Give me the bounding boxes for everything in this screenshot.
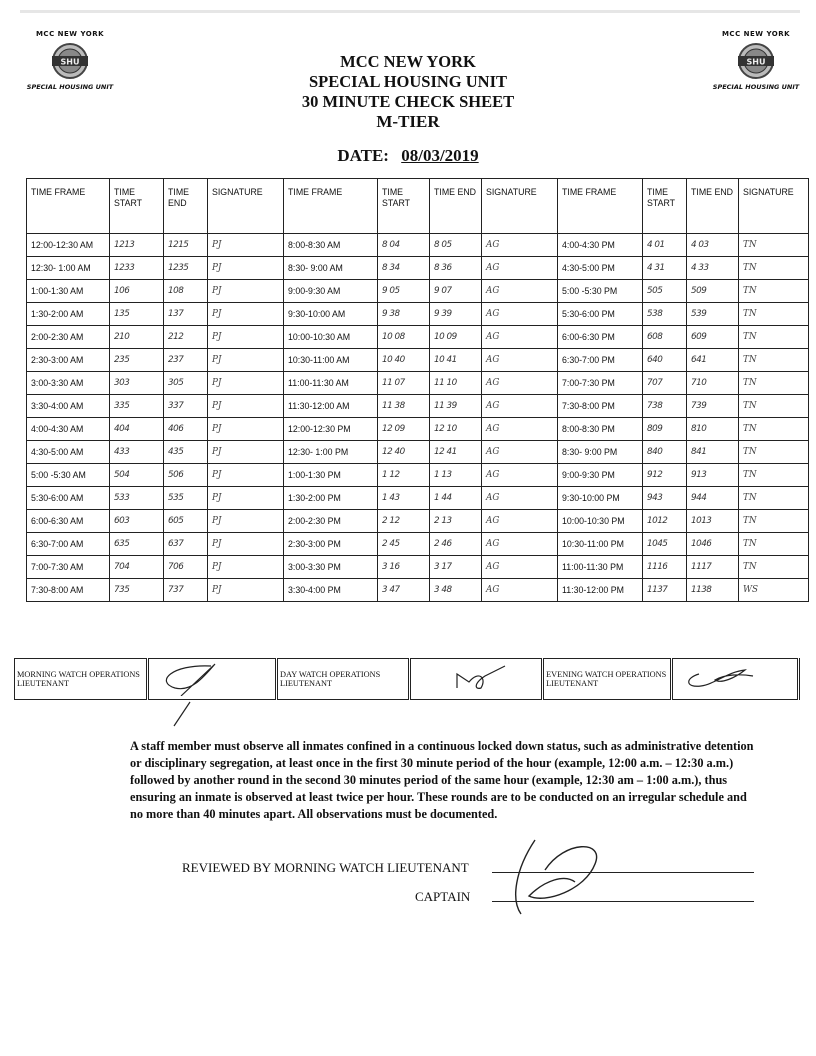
signature-cell: TN [739, 464, 809, 487]
time-start-cell: 433 [110, 441, 164, 464]
time-end-cell: 108 [164, 280, 208, 303]
time-start-cell: 608 [643, 326, 687, 349]
time-end-cell: 4 03 [687, 234, 739, 257]
time-start-cell: 1012 [643, 510, 687, 533]
table-header-row [27, 179, 809, 234]
signature-cell: TN [739, 372, 809, 395]
time-end-cell: 12 41 [430, 441, 482, 464]
time-end-cell: 1 44 [430, 487, 482, 510]
time-end-cell: 2 13 [430, 510, 482, 533]
table-row [27, 395, 809, 418]
table-row [27, 441, 809, 464]
time-frame-cell: 3:30-4:00 PM [284, 579, 378, 602]
time-end-cell: 2 46 [430, 533, 482, 556]
column-header: TIME END [687, 179, 739, 234]
time-end-cell: 841 [687, 441, 739, 464]
table-row [27, 349, 809, 372]
time-end-cell: 637 [164, 533, 208, 556]
signature-cell: PJ [208, 280, 284, 303]
time-end-cell: 737 [164, 579, 208, 602]
time-start-cell: 635 [110, 533, 164, 556]
time-end-cell: 337 [164, 395, 208, 418]
time-end-cell: 237 [164, 349, 208, 372]
date-value: 08/03/2019 [401, 146, 479, 165]
watch-row [15, 659, 799, 700]
time-frame-cell: 8:30- 9:00 AM [284, 257, 378, 280]
time-end-cell: 9 07 [430, 280, 482, 303]
time-end-cell: 9 39 [430, 303, 482, 326]
time-frame-cell: 5:00 -5:30 PM [558, 280, 643, 303]
shu-logo-right [706, 30, 806, 91]
signature-cell: TN [739, 395, 809, 418]
time-frame-cell: 10:00-10:30 PM [558, 510, 643, 533]
time-end-cell: 8 36 [430, 257, 482, 280]
scan-top-edge [20, 10, 800, 13]
logo-bottom-text: SPECIAL HOUSING UNIT [712, 83, 800, 91]
time-frame-cell: 10:00-10:30 AM [284, 326, 378, 349]
time-start-cell: 1116 [643, 556, 687, 579]
time-end-cell: 1138 [687, 579, 739, 602]
signature-cell: PJ [208, 510, 284, 533]
morning-watch-label: MORNING WATCH OPERATIONS LIEUTENANT [15, 659, 148, 700]
time-start-cell: 9 38 [378, 303, 430, 326]
column-header: TIME END [430, 179, 482, 234]
time-end-cell: 11 39 [430, 395, 482, 418]
time-frame-cell: 12:00-12:30 PM [284, 418, 378, 441]
time-end-cell: 3 17 [430, 556, 482, 579]
time-frame-cell: 5:30-6:00 PM [558, 303, 643, 326]
time-start-cell: 1213 [110, 234, 164, 257]
header-line3: 30 MINUTE CHECK SHEET [301, 92, 515, 111]
time-start-cell: 1233 [110, 257, 164, 280]
time-end-cell: 710 [687, 372, 739, 395]
table-row [27, 533, 809, 556]
reviewer-signature-icon [505, 830, 615, 920]
signature-cell: AG [482, 579, 558, 602]
time-frame-cell: 1:00-1:30 PM [284, 464, 378, 487]
signature-cell: AG [482, 464, 558, 487]
time-end-cell: 913 [687, 464, 739, 487]
time-start-cell: 8 34 [378, 257, 430, 280]
time-end-cell: 1 13 [430, 464, 482, 487]
time-start-cell: 738 [643, 395, 687, 418]
time-start-cell: 404 [110, 418, 164, 441]
signature-cell: AG [482, 280, 558, 303]
column-header: TIME START [643, 179, 687, 234]
signature-cell: WS [739, 579, 809, 602]
time-frame-cell: 4:00-4:30 PM [558, 234, 643, 257]
time-end-cell: 12 10 [430, 418, 482, 441]
signature-cell: TN [739, 303, 809, 326]
time-start-cell: 11 07 [378, 372, 430, 395]
signature-cell: TN [739, 418, 809, 441]
time-frame-cell: 7:00-7:30 PM [558, 372, 643, 395]
time-end-cell: 435 [164, 441, 208, 464]
time-start-cell: 707 [643, 372, 687, 395]
table-row [27, 234, 809, 257]
time-frame-cell: 1:30-2:00 AM [27, 303, 110, 326]
table-body [27, 234, 809, 602]
day-watch-signature [410, 659, 543, 700]
time-end-cell: 810 [687, 418, 739, 441]
time-start-cell: 538 [643, 303, 687, 326]
time-start-cell: 1 12 [378, 464, 430, 487]
column-header: TIME FRAME [558, 179, 643, 234]
signature-cell: PJ [208, 326, 284, 349]
signature-cell: AG [482, 556, 558, 579]
time-start-cell: 4 01 [643, 234, 687, 257]
signature-cell: AG [482, 303, 558, 326]
signature-cell: TN [739, 510, 809, 533]
day-watch-label: DAY WATCH OPERATIONS LIEUTENANT [277, 659, 410, 700]
signature-cell: PJ [208, 395, 284, 418]
time-start-cell: 235 [110, 349, 164, 372]
time-end-cell: 605 [164, 510, 208, 533]
time-start-cell: 8 04 [378, 234, 430, 257]
signature-cell: PJ [208, 372, 284, 395]
signature-cell: TN [739, 533, 809, 556]
time-frame-cell: 2:30-3:00 PM [284, 533, 378, 556]
time-start-cell: 106 [110, 280, 164, 303]
signature-cell: AG [482, 441, 558, 464]
time-start-cell: 809 [643, 418, 687, 441]
signature-cell: PJ [208, 418, 284, 441]
time-frame-cell: 6:00-6:30 AM [27, 510, 110, 533]
time-frame-cell: 12:30- 1:00 PM [284, 441, 378, 464]
time-frame-cell: 11:30-12:00 PM [558, 579, 643, 602]
time-start-cell: 640 [643, 349, 687, 372]
time-end-cell: 506 [164, 464, 208, 487]
time-frame-cell: 9:00-9:30 PM [558, 464, 643, 487]
time-start-cell: 135 [110, 303, 164, 326]
time-end-cell: 10 41 [430, 349, 482, 372]
time-start-cell: 2 12 [378, 510, 430, 533]
time-frame-cell: 8:00-8:30 AM [284, 234, 378, 257]
time-frame-cell: 4:00-4:30 AM [27, 418, 110, 441]
table-row [27, 326, 809, 349]
time-frame-cell: 10:30-11:00 AM [284, 349, 378, 372]
date-line [0, 146, 816, 166]
time-start-cell: 10 40 [378, 349, 430, 372]
signature-cell: AG [482, 326, 558, 349]
watch-signoff-table [14, 658, 800, 700]
time-end-cell: 305 [164, 372, 208, 395]
column-header: SIGNATURE [739, 179, 809, 234]
time-start-cell: 11 38 [378, 395, 430, 418]
signature-cell: AG [482, 510, 558, 533]
signature-cell: TN [739, 257, 809, 280]
time-frame-cell: 5:00 -5:30 AM [27, 464, 110, 487]
time-start-cell: 912 [643, 464, 687, 487]
check-table [26, 178, 809, 602]
logo-bottom-text: SPECIAL HOUSING UNIT [26, 83, 114, 91]
table-row [27, 510, 809, 533]
time-end-cell: 1117 [687, 556, 739, 579]
signature-cell: PJ [208, 533, 284, 556]
column-header: TIME START [378, 179, 430, 234]
signature-cell: PJ [208, 487, 284, 510]
time-frame-cell: 6:00-6:30 PM [558, 326, 643, 349]
time-start-cell: 3 16 [378, 556, 430, 579]
time-start-cell: 1 43 [378, 487, 430, 510]
time-end-cell: 509 [687, 280, 739, 303]
time-frame-cell: 6:30-7:00 PM [558, 349, 643, 372]
table-row [27, 579, 809, 602]
time-start-cell: 210 [110, 326, 164, 349]
table-row [27, 372, 809, 395]
time-start-cell: 12 40 [378, 441, 430, 464]
signature-cell: AG [482, 418, 558, 441]
time-start-cell: 1137 [643, 579, 687, 602]
header-line4: M-TIER [376, 112, 440, 131]
reviewed-by-label: REVIEWED BY MORNING WATCH LIEUTENANT [182, 860, 469, 875]
time-frame-cell: 2:00-2:30 PM [284, 510, 378, 533]
morning-watch-signature [148, 659, 277, 700]
column-header: TIME END [164, 179, 208, 234]
table-row [27, 487, 809, 510]
time-start-cell: 735 [110, 579, 164, 602]
shu-emblem-icon [734, 41, 778, 81]
shu-emblem-icon [48, 41, 92, 81]
time-end-cell: 641 [687, 349, 739, 372]
signature-cell: PJ [208, 579, 284, 602]
signature-cell: PJ [208, 556, 284, 579]
signature-cell: PJ [208, 303, 284, 326]
time-start-cell: 9 05 [378, 280, 430, 303]
time-end-cell: 10 09 [430, 326, 482, 349]
time-end-cell: 1046 [687, 533, 739, 556]
time-frame-cell: 6:30-7:00 AM [27, 533, 110, 556]
time-end-cell: 11 10 [430, 372, 482, 395]
signature-scribble-icon [413, 660, 533, 696]
logo-top-text: MCC NEW YORK [721, 30, 791, 38]
signature-cell: TN [739, 487, 809, 510]
signature-cell: AG [482, 372, 558, 395]
time-start-cell: 533 [110, 487, 164, 510]
table-row [27, 303, 809, 326]
captain-label: CAPTAIN [415, 889, 471, 904]
signature-cell: PJ [208, 464, 284, 487]
table-row [27, 556, 809, 579]
shu-logo-left [20, 30, 120, 91]
table-row [27, 464, 809, 487]
time-start-cell: 12 09 [378, 418, 430, 441]
time-start-cell: 4 31 [643, 257, 687, 280]
time-start-cell: 504 [110, 464, 164, 487]
time-frame-cell: 7:30-8:00 PM [558, 395, 643, 418]
column-header: TIME START [110, 179, 164, 234]
time-end-cell: 3 48 [430, 579, 482, 602]
time-frame-cell: 3:00-3:30 PM [284, 556, 378, 579]
table-row [27, 280, 809, 303]
time-end-cell: 212 [164, 326, 208, 349]
time-end-cell: 406 [164, 418, 208, 441]
emblem-text: SHU [60, 57, 80, 67]
signature-scribble-icon [675, 660, 793, 696]
time-frame-cell: 9:30-10:00 PM [558, 487, 643, 510]
time-frame-cell: 12:30- 1:00 AM [27, 257, 110, 280]
time-frame-cell: 11:00-11:30 AM [284, 372, 378, 395]
table-row [27, 418, 809, 441]
signature-cell: PJ [208, 349, 284, 372]
time-frame-cell: 12:00-12:30 AM [27, 234, 110, 257]
signature-cell: AG [482, 533, 558, 556]
time-end-cell: 539 [687, 303, 739, 326]
date-label: DATE: [337, 146, 389, 165]
time-start-cell: 303 [110, 372, 164, 395]
signature-cell: AG [482, 257, 558, 280]
signature-cell: TN [739, 349, 809, 372]
document-header [250, 52, 566, 132]
time-end-cell: 706 [164, 556, 208, 579]
logo-top-text: MCC NEW YORK [35, 30, 105, 38]
table-row [27, 257, 809, 280]
time-frame-cell: 9:00-9:30 AM [284, 280, 378, 303]
time-start-cell: 704 [110, 556, 164, 579]
time-frame-cell: 5:30-6:00 AM [27, 487, 110, 510]
time-start-cell: 335 [110, 395, 164, 418]
time-frame-cell: 3:00-3:30 AM [27, 372, 110, 395]
time-frame-cell: 4:30-5:00 AM [27, 441, 110, 464]
time-frame-cell: 11:30-12:00 AM [284, 395, 378, 418]
signature-cell: PJ [208, 441, 284, 464]
column-header: TIME FRAME [284, 179, 378, 234]
time-start-cell: 505 [643, 280, 687, 303]
signature-cell: AG [482, 349, 558, 372]
column-header: TIME FRAME [27, 179, 110, 234]
signature-cell: AG [482, 487, 558, 510]
signature-cell: TN [739, 556, 809, 579]
evening-watch-signature [672, 659, 799, 700]
time-frame-cell: 9:30-10:00 AM [284, 303, 378, 326]
time-frame-cell: 7:30-8:00 AM [27, 579, 110, 602]
time-frame-cell: 1:30-2:00 PM [284, 487, 378, 510]
signature-tail-icon [170, 700, 200, 728]
time-end-cell: 8 05 [430, 234, 482, 257]
signature-cell: AG [482, 395, 558, 418]
time-frame-cell: 7:00-7:30 AM [27, 556, 110, 579]
time-start-cell: 603 [110, 510, 164, 533]
signature-cell: TN [739, 234, 809, 257]
header-line2: SPECIAL HOUSING UNIT [308, 72, 508, 91]
signature-scribble-icon [151, 660, 271, 696]
time-frame-cell: 8:00-8:30 PM [558, 418, 643, 441]
time-start-cell: 1045 [643, 533, 687, 556]
time-end-cell: 4 33 [687, 257, 739, 280]
time-frame-cell: 4:30-5:00 PM [558, 257, 643, 280]
time-start-cell: 840 [643, 441, 687, 464]
signature-cell: PJ [208, 257, 284, 280]
time-end-cell: 739 [687, 395, 739, 418]
time-end-cell: 1013 [687, 510, 739, 533]
time-frame-cell: 2:30-3:00 AM [27, 349, 110, 372]
time-end-cell: 1215 [164, 234, 208, 257]
time-start-cell: 2 45 [378, 533, 430, 556]
time-frame-cell: 3:30-4:00 AM [27, 395, 110, 418]
header-line1: MCC NEW YORK [340, 52, 476, 71]
signature-cell: TN [739, 326, 809, 349]
emblem-text: SHU [746, 57, 766, 67]
time-end-cell: 609 [687, 326, 739, 349]
evening-watch-label: EVENING WATCH OPERATIONS LIEUTENANT [543, 659, 672, 700]
signature-cell: PJ [208, 234, 284, 257]
time-end-cell: 137 [164, 303, 208, 326]
time-end-cell: 1235 [164, 257, 208, 280]
time-frame-cell: 2:00-2:30 AM [27, 326, 110, 349]
observation-policy-notice: A staff member must observe all inmates confined in a continuous locked down status, such as administrative detention or disciplinary segregation, at least once in the first 30 minute period of the hour (example, 12:00 a.m. – 12:30 a.m.) followed by another round in the second 30 minutes period of the same hour (example, 12:30 am – 1:00 a.m.), thus ensuring an inmate is observed at least twice per hour. These rounds are to be conducted on an irregular schedule and no more than 40 minutes apart. All observations must be documented. [130, 739, 754, 821]
signature-cell: TN [739, 441, 809, 464]
time-end-cell: 535 [164, 487, 208, 510]
time-frame-cell: 8:30- 9:00 PM [558, 441, 643, 464]
time-start-cell: 943 [643, 487, 687, 510]
time-frame-cell: 10:30-11:00 PM [558, 533, 643, 556]
time-frame-cell: 11:00-11:30 PM [558, 556, 643, 579]
time-end-cell: 944 [687, 487, 739, 510]
time-start-cell: 3 47 [378, 579, 430, 602]
signature-cell: AG [482, 234, 558, 257]
column-header: SIGNATURE [482, 179, 558, 234]
column-header: SIGNATURE [208, 179, 284, 234]
time-start-cell: 10 08 [378, 326, 430, 349]
signature-cell: TN [739, 280, 809, 303]
time-frame-cell: 1:00-1:30 AM [27, 280, 110, 303]
